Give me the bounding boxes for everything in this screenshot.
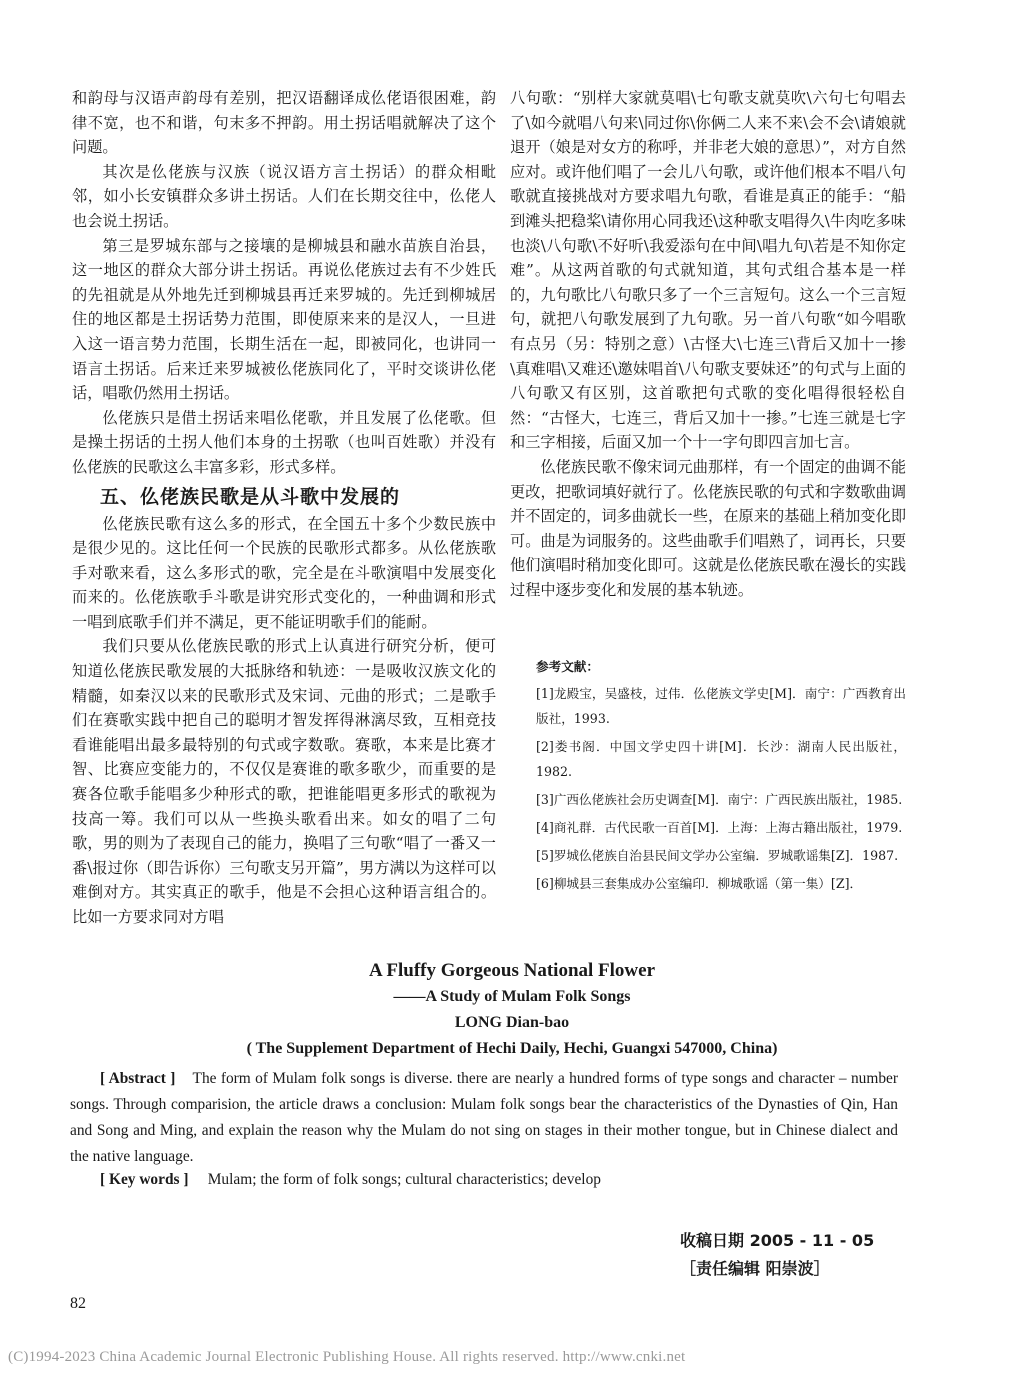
- reference-item: [5]罗城仫佬族自治县民间文学办公室编．罗城歌谣集[Z]．1987.: [536, 848, 899, 864]
- english-subtitle: ——A Study of Mulam Folk Songs: [393, 988, 631, 1005]
- reference-item: [2]娄书阁．中国文学史四十讲[M]．长沙：湖南人民出版社，1982.: [536, 739, 906, 780]
- english-affiliation: ( The Supplement Department of Hechi Daily, Hechi, Guangxi 547000, China): [246, 1040, 778, 1057]
- paragraph: 我们只要从仫佬族民歌的形式上认真进行研究分析，便可知道仫佬族民歌发展的大抵脉络和轨迹：一是吸收汉族文化的精髓，如秦汉以来的民歌形式及宋词、元曲的形式；二是歌手们在赛歌实践中把自己的聪明才智发挥得淋漓尽致，互相竞技看谁能唱出最多最特别的句式或字数歌。赛歌，本来是比赛才智、比赛应变能力的，不仅仅是赛谁的歌多歌少，而重要的是赛各位歌手能唱多少种形式的歌，把谁能唱更多形式的歌视为技高一筹。我们可以从一些换头歌看出来。如女的唱了二句歌，男的则为了表现自己的能力，换唱了三句歌“唱了一番又一番\报过你（即告诉你）三句歌支另开篇”，男方满以为这样可以难倒对方。其实真正的歌手，他是不会担心这种语言组合的。比如一方要求同对方唱: [72, 637, 496, 926]
- reference-item: [6]柳城县三套集成办公室编印．柳城歌谣（第一集）[Z]．: [536, 876, 863, 892]
- keywords-label: [ Key words ]: [100, 1171, 189, 1188]
- page-number: 82: [70, 1295, 86, 1312]
- paragraph: 和韵母与汉语声韵母有差别，把汉语翻译成仫佬语很困难，韵律不宽，也不和谐，句末多不押韵。用土拐话唱就解决了这个问题。: [72, 89, 496, 157]
- references: [510, 654, 906, 896]
- responsible-editor: ［责任编辑 阳崇波］: [680, 1259, 830, 1278]
- paragraph: 其次是仫佬族与汉族（说汉语方言土拐话）的群众相毗邻，如小长安镇群众多讲土拐话。人们在长期交往中，仫佬人也会说土拐话。: [72, 162, 496, 230]
- paragraph: 仫佬族民歌有这么多的形式，在全国五十多个少数民族中是很少见的。这比任何一个民族的民歌形式都多。从仫佬族歌手对歌来看，这么多形式的歌，完全是在斗歌演唱中发展变化而来的。仫佬族歌手斗歌是讲究形式变化的，一种曲调和形式一唱到底歌手们并不满足，更不能证明歌手们的能耐。: [72, 514, 496, 631]
- keywords: [100, 1168, 900, 1192]
- abstract-label: [ Abstract ]: [100, 1070, 176, 1087]
- abstract: [70, 1066, 898, 1170]
- keywords-text: Mulam; the form of folk songs; cultural characteristics; develop: [207, 1171, 601, 1188]
- paragraph: 仫佬族民歌不像宋词元曲那样，有一个固定的曲调不能更改，把歌词填好就行了。仫佬族民歌的句式和字数歌曲调并不固定的，词多曲就长一些，在原来的基础上稍加变化即可。曲是为词服务的。这些曲歌手们唱熟了，词再长，只要他们演唱时稍加变化即可。这就是仫佬族民歌在漫长的实践过程中逐步变化和发展的基本轨迹。: [510, 457, 906, 599]
- left-column: [72, 86, 496, 930]
- received-date: 收稿日期 2005 - 11 - 05: [680, 1231, 875, 1250]
- paragraph: 第三是罗城东部与之接壤的是柳城县和融水苗族自治县，这一地区的群众大部分讲土拐话。再说仫佬族过去有不少姓氏的先祖就是从外地先迁到柳城县再迁来罗城的。先迁到柳城居住的地区都是土拐话势力范围，即使原来来的是汉人，一旦进入这一语言势力范围，长期生活在一起，即被同化，也讲同一语言土拐话。后来迁来罗城被仫佬族同化了，平时交谈讲仫佬话，唱歌仍然用土拐话。: [72, 236, 496, 403]
- abstract-text: The form of Mulam folk songs is diverse. there are nearly a hundred forms of type songs and character – number songs. Through comparision, the article draws a conclusion: Mulam folk songs bear the characteristics of the Dynasties of Qin, Han and Song and Ming, and explain the reason why the Mulam do not sing on stages in their mother tongue, but in Chinese dialect and the native language.: [70, 1070, 898, 1165]
- paragraph: 八句歌：“别样大家就莫唱\七句歌支就莫吹\六句七句唱去了\如今就唱八句来\同过你\你俩二人来不来\会不会\请娘就退开（娘是对女方的称呼，并非老大娘的意思）”，对方自然应对。或许他们唱了一会儿八句歌，或许他们根本不唱八句歌就直接挑战对方要求唱九句歌，看谁是真正的能手：“船到滩头把稳桨\请你用心同我还\这种歌支唱得久\牛肉吃多味也淡\八句歌\不好听\我爱添句在中间\唱九句\若是不知你定难”。从这两首歌的句式就知道，其句式组合基本是一样的，九句歌比八句歌只多了一个三言短句。这么一个三言短句，就把八句歌发展到了九句歌。另一首八句歌“如今唱歌有点另（另：特别之意）\古怪大\七连三\背后又加十一掺\真难唱\又难还\邀妹唱首\八句歌支要妹还”的句式与上面的八句歌又有区别，这首歌把句式歌的变化唱得很轻松自然：“古怪大，七连三，背后又加十一掺。”七连三就是七字和三字相接，后面又加一个十一字句即四言加七言。: [510, 89, 906, 452]
- section-heading: 五、仫佬族民歌是从斗歌中发展的: [100, 485, 401, 508]
- english-title: A Fluffy Gorgeous National Flower: [368, 960, 656, 981]
- right-column: [510, 86, 906, 899]
- reference-item: [4]商礼群．古代民歌一百首[M]．上海：上海古籍出版社，1979.: [536, 820, 903, 836]
- english-author: LONG Dian-bao: [454, 1014, 570, 1031]
- references-title: 参考文献：: [536, 659, 599, 675]
- reference-item: [3]广西仫佬族社会历史调查[M]．南宁：广西民族出版社，1985.: [536, 792, 903, 808]
- reference-item: [1]龙殿宝，吴盛枝，过伟．仫佬族文学史[M]．南宁：广西教育出版社，1993.: [536, 686, 906, 727]
- copyright-footer: (C)1994-2023 China Academic Journal Electronic Publishing House. All rights reserved. http://www.cnki.net: [8, 1349, 686, 1365]
- paragraph: 仫佬族只是借土拐话来唱仫佬歌，并且发展了仫佬歌。但是操土拐话的土拐人他们本身的土拐歌（也叫百姓歌）并没有仫佬族的民歌这么丰富多彩，形式多样。: [72, 408, 496, 476]
